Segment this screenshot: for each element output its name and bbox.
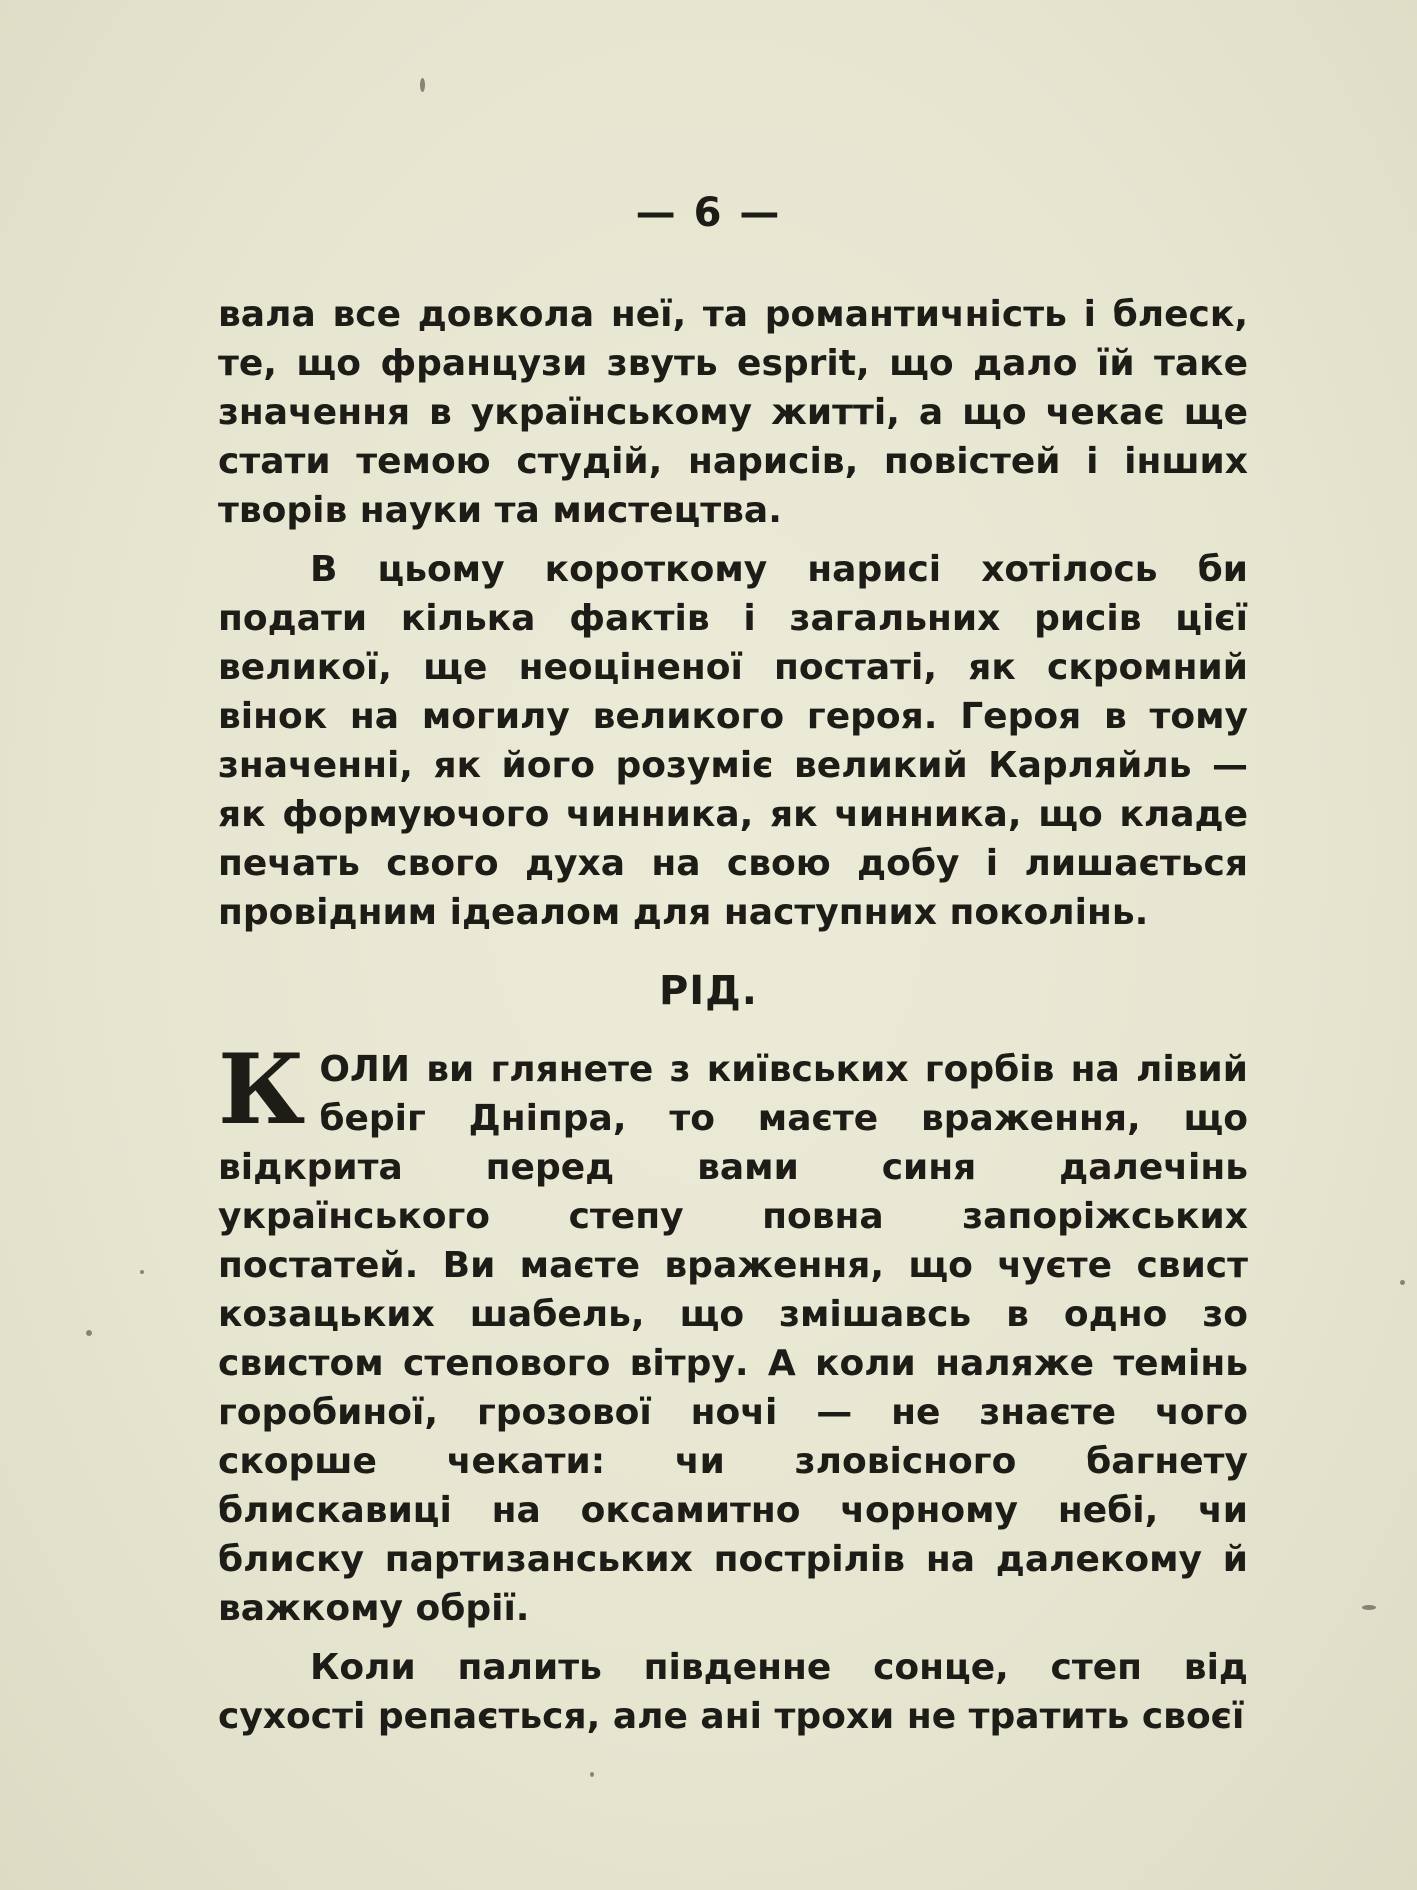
scan-speck <box>86 1330 92 1336</box>
scan-speck <box>1362 1605 1376 1610</box>
scan-speck <box>140 1270 144 1274</box>
paragraph-continued: вала все довкола неї, та романтичність і блеск, те, що французи звуть esprit, що дало їй таке значення в українському житті, а що чекає ще стати темою студій, нарисів, повістей і інших творів науки та мистецтва. <box>218 294 1248 531</box>
scan-speck <box>1400 1280 1405 1285</box>
paragraph-section-first-text: ОЛИ ви глянете з київських горбів на лівий беріг Дніпра, то маєте враження, що відкрита перед вами синя далечінь українського степу повна запоріжських постатей. Ви маєте враження, що чуєте свист козацьких шабель, що змішавсь в одно зо свистом степового вітру. А коли наляже темінь горобиної, грозової ночі — не знаєте чого скорше чекати: чи зловісного багнету блискавиці на оксамитно чорному небі, чи блиску партизанських пострілів на далекому й важкому обрії. <box>218 1049 1248 1629</box>
page-number: — 6 — <box>635 190 782 236</box>
drop-cap: К <box>218 1033 306 1146</box>
scan-speck <box>590 1772 594 1777</box>
section-title: РІД. <box>658 968 759 1014</box>
text-block-top <box>218 290 1248 937</box>
text-block-section <box>218 1033 1248 1741</box>
scan-speck <box>420 78 425 92</box>
paragraph-section-second: Коли палить південне сонце, степ від сухості репається, але ані трохи не тратить своєї <box>218 1647 1248 1737</box>
paragraph-section-first <box>218 1033 1248 1633</box>
paragraph-intro: В цьому короткому нарисі хотілось би подати кілька фактів і загальних рисів цієї великої, ще неоціненої постаті, як скромний вінок на могилу великого героя. Героя в тому значенні, як його розуміє великий Карляйль — як формуючого чинника, як чинника, що кладе печать свого духа на свою добу і лишається провідним ідеалом для наступних поколінь. <box>218 549 1248 933</box>
